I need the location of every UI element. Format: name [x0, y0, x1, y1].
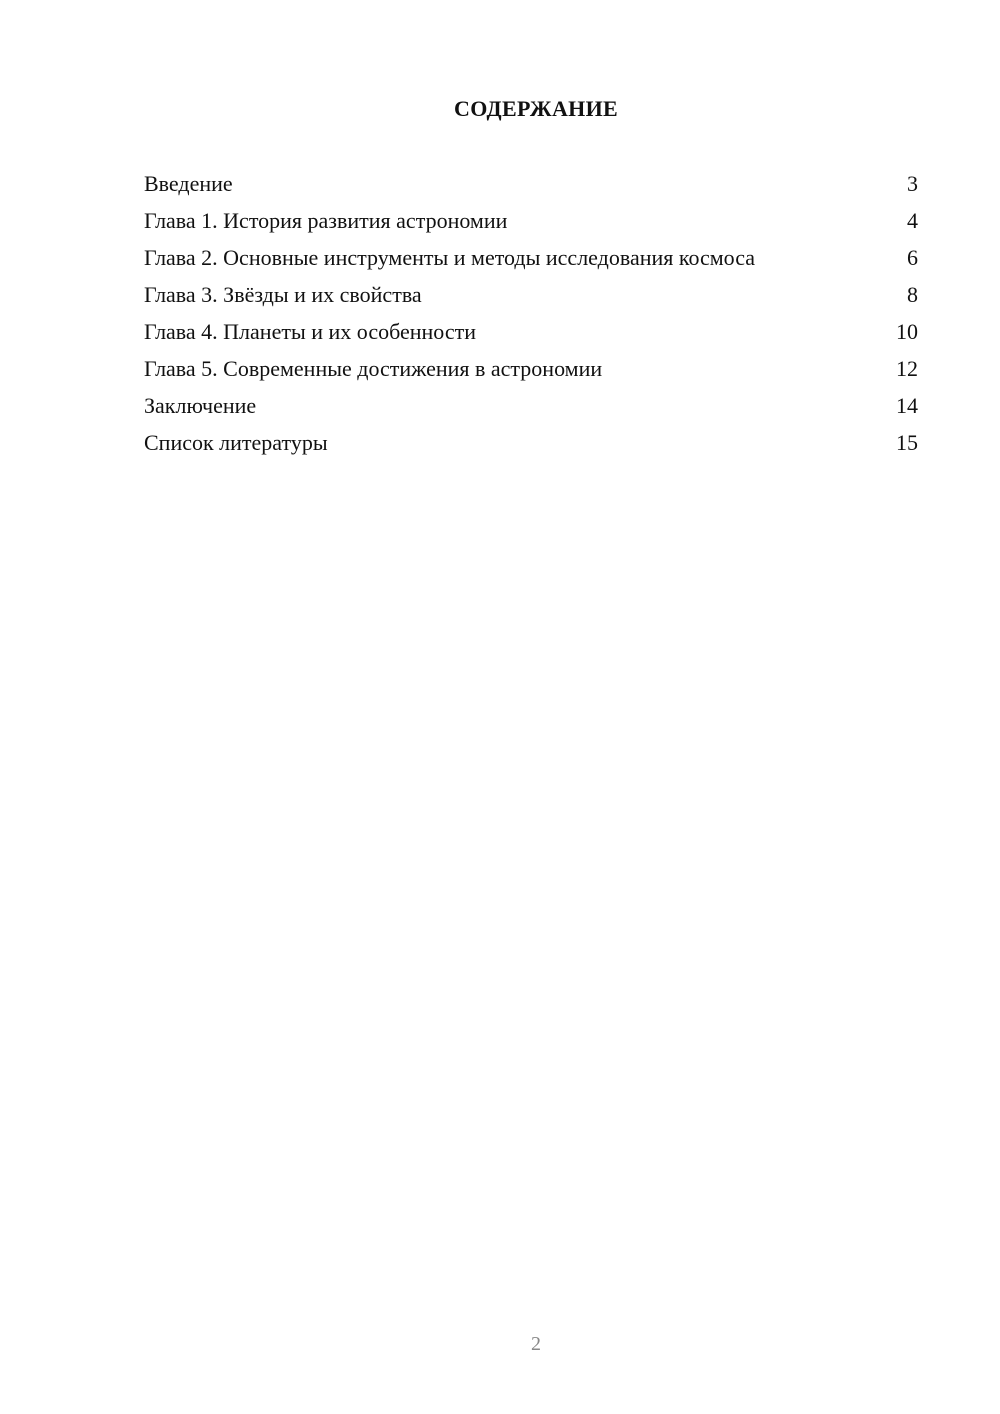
toc-entry-page: 14	[896, 393, 918, 418]
toc-entry-page: 6	[907, 245, 918, 270]
toc-entry-introduction	[144, 170, 918, 197]
toc-entry-label: Глава 4. Планеты и их особенности	[144, 319, 477, 344]
toc-entry-page: 15	[896, 430, 918, 455]
toc-entry-label: Введение	[144, 171, 233, 196]
toc-entry-references	[144, 429, 918, 456]
toc-entry-conclusion	[144, 392, 918, 419]
toc-entry-chapter-3	[144, 281, 918, 308]
toc-entry-label: Глава 3. Звёзды и их свойства	[144, 282, 422, 307]
toc-entry-chapter-2	[144, 244, 918, 271]
toc-entry-page: 8	[907, 282, 918, 307]
toc-entry-page: 10	[896, 319, 918, 344]
toc-entry-label: Глава 2. Основные инструменты и методы исследования космоса	[144, 245, 756, 270]
toc-entry-page: 12	[896, 356, 918, 381]
page-title: СОДЕРЖАНИЕ	[454, 96, 618, 121]
toc-entry-label: Глава 5. Современные достижения в астрономии	[144, 356, 603, 381]
toc-entry-label: Список литературы	[144, 430, 328, 455]
toc-entry-label: Глава 1. История развития астрономии	[144, 208, 508, 233]
toc-entry-chapter-1	[144, 207, 918, 234]
page-number: 2	[531, 1333, 541, 1355]
table-of-contents	[144, 170, 918, 466]
toc-entry-page: 4	[907, 208, 918, 233]
toc-entry-page: 3	[907, 171, 918, 196]
toc-entry-chapter-5	[144, 355, 918, 382]
toc-entry-chapter-4	[144, 318, 918, 345]
toc-entry-label: Заключение	[144, 393, 257, 418]
